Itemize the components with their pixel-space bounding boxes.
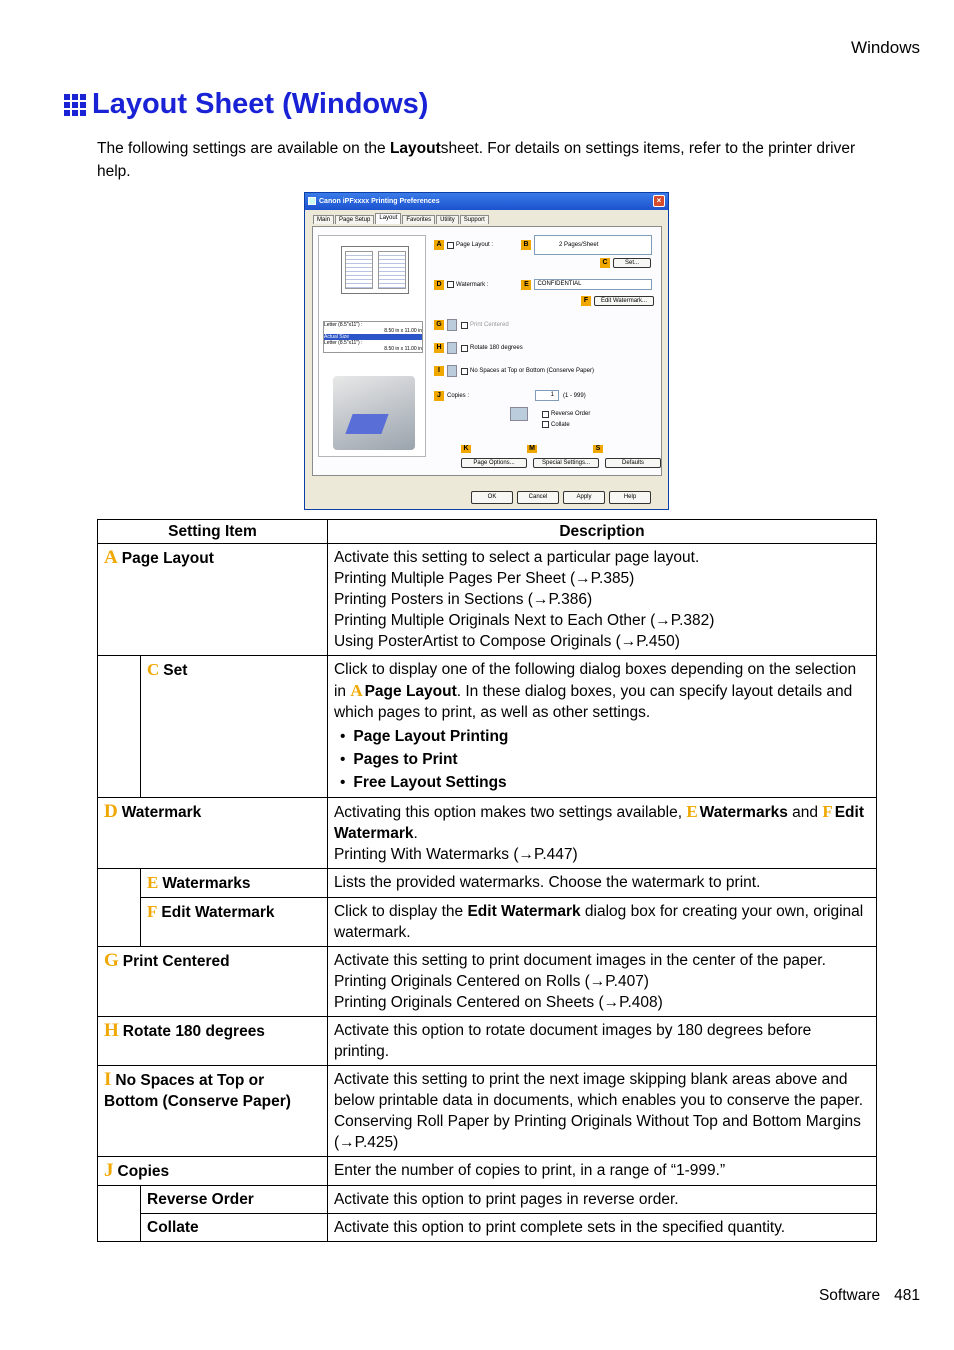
watermark-label: Watermark :: [456, 281, 489, 288]
description-bold: Edit Watermark: [333, 804, 864, 842]
link-line[interactable]: Using PosterArtist to Compose Originals (→P.450): [333, 633, 680, 650]
description-bold: Page Layout: [364, 683, 457, 700]
preview-info: [323, 321, 423, 353]
preview-sheet: [341, 246, 409, 294]
callout-letter: E: [521, 280, 531, 290]
callout-letter: S: [593, 445, 603, 453]
setting-description: [327, 1066, 876, 1157]
item-letter: H: [104, 1020, 119, 1041]
page-layout-select[interactable]: 2 Pages/Sheet: [534, 235, 652, 255]
close-icon[interactable]: ×: [653, 195, 665, 207]
description-paragraph: [334, 801, 870, 844]
table-row: [98, 1157, 877, 1186]
callout-letter: A: [434, 240, 444, 250]
item-name: Rotate 180 degrees: [122, 1023, 265, 1040]
callout-letter: I: [434, 366, 444, 376]
table-header-row: [98, 520, 877, 544]
layout-preview: [318, 235, 426, 457]
dialog-title: Canon iPFxxxx Printing Preferences: [319, 198, 440, 205]
page-title-text: Layout Sheet (Windows): [92, 88, 429, 120]
item-letter: J: [104, 1160, 114, 1181]
table-row: [98, 869, 877, 898]
inline-letter: E: [686, 802, 698, 821]
callout-letter: D: [434, 280, 444, 290]
tab-page-setup[interactable]: Page Setup: [335, 215, 374, 224]
header-description: Description: [327, 520, 876, 544]
list-item: • Page Layout Printing: [334, 725, 870, 748]
layout-panel: [312, 226, 662, 476]
intro-text-2: sheet. For details on settings items, refer to the printer driver help.: [97, 140, 856, 180]
setting-description: Activate this option to print pages in reverse order.: [327, 1186, 876, 1214]
setting-item: [98, 1017, 328, 1066]
setting-item: [141, 898, 328, 947]
setting-description: Lists the provided watermarks. Choose the watermark to print.: [327, 869, 876, 898]
description-text: Click to display the: [333, 903, 468, 920]
description-text: Activating this option makes two settings available,: [333, 804, 687, 821]
copies-label: Copies :: [447, 392, 470, 399]
description-line: Activate this setting to select a particular page layout.: [333, 549, 700, 566]
footer-section: Software: [818, 1287, 881, 1304]
table-row: [98, 898, 877, 947]
print-centered-checkbox[interactable]: [461, 322, 468, 329]
item-name: Set: [163, 662, 188, 679]
setting-description: Enter the number of copies to print, in a range of “1-999.”: [327, 1157, 876, 1186]
no-spaces-label: No Spaces at Top or Bottom (Conserve Paper): [470, 368, 594, 374]
indent-cell: [98, 869, 141, 947]
preview-info-line: 8.50 in x 11.00 in: [384, 346, 422, 352]
set-button[interactable]: Set...: [613, 258, 651, 268]
page-layout-checkbox[interactable]: [447, 242, 454, 249]
indent-cell: [98, 1186, 141, 1242]
callout-letter: C: [600, 258, 610, 268]
tab-favorites[interactable]: Favorites: [402, 215, 435, 224]
setting-item: [98, 1066, 328, 1157]
setting-item: [141, 869, 328, 898]
link-line[interactable]: Printing Posters in Sections (→P.386): [333, 591, 593, 608]
collate-label: Collate: [551, 421, 570, 428]
callout-letter: B: [521, 240, 531, 250]
watermark-select[interactable]: CONFIDENTIAL: [534, 279, 652, 290]
edit-watermark-row: [581, 296, 654, 306]
preview-info-line: Letter (8.5"x11") :: [324, 340, 363, 346]
dialog-buttons: [471, 491, 651, 504]
tab-utility[interactable]: Utility: [436, 215, 459, 224]
intro-bold: Layout: [389, 140, 441, 157]
intro-paragraph: [97, 137, 867, 183]
link-line[interactable]: Printing With Watermarks (→P.447): [333, 846, 578, 863]
inline-letter: F: [822, 802, 833, 821]
description-text: .: [413, 825, 418, 842]
copies-range: (1 - 999): [563, 392, 586, 399]
table-row: [98, 947, 877, 1017]
callout-letter: H: [434, 343, 444, 353]
rotate-icon: [447, 342, 457, 354]
setting-description: [327, 898, 876, 947]
edit-watermark-button[interactable]: Edit Watermark...: [594, 296, 654, 306]
dialog-tabs: [313, 215, 490, 224]
setting-item: [98, 544, 328, 656]
tab-main[interactable]: Main: [313, 215, 334, 224]
inline-letter: A: [350, 681, 363, 700]
description-bold: Watermarks: [699, 804, 788, 821]
tab-layout[interactable]: Layout: [375, 213, 401, 224]
description-text: Click to display one of the following dialog boxes depending on the selection in: [333, 661, 857, 700]
setting-description: [327, 947, 876, 1017]
description-line: Activate this setting to print the next image skipping blank areas above and below printable data in documents, which enables you to conserve the paper.: [333, 1071, 863, 1109]
callout-letter: G: [434, 320, 444, 330]
table-row: [98, 1186, 877, 1214]
printer-image: [333, 376, 415, 450]
printing-preferences-dialog: [304, 192, 669, 510]
description-text: dialog box for creating your own, original watermark.: [333, 903, 864, 941]
link-line[interactable]: Printing Multiple Pages Per Sheet (→P.385): [333, 570, 635, 587]
setting-item: Reverse Order: [141, 1186, 328, 1214]
item-name: Print Centered: [122, 953, 230, 970]
description-paragraph: [334, 659, 870, 723]
special-settings-button[interactable]: Special Settings...: [533, 458, 599, 468]
watermark-row: [434, 279, 652, 290]
copies-stepper[interactable]: 1: [535, 390, 559, 401]
table-row: [98, 1066, 877, 1157]
table-row: [98, 1214, 877, 1242]
indent-cell: [98, 656, 141, 798]
callout-letter: M: [527, 445, 537, 453]
reverse-order-row: [510, 407, 590, 421]
setting-description: Activate this option to print complete sets in the specified quantity.: [327, 1214, 876, 1242]
intro-text-1: The following settings are available on the: [97, 140, 390, 157]
dialog-list: [334, 725, 870, 794]
defaults-button[interactable]: Defaults: [605, 458, 661, 468]
settings-table: [97, 519, 877, 1242]
table-row: [98, 656, 877, 798]
link-line[interactable]: Printing Originals Centered on Sheets (→P.408): [333, 994, 663, 1011]
setting-description: Activate this option to rotate document images by 180 degrees before printing.: [327, 1017, 876, 1066]
list-item: • Pages to Print: [334, 748, 870, 771]
ok-button[interactable]: OK: [471, 491, 513, 504]
copies-row: [434, 390, 586, 401]
item-letter: A: [104, 547, 118, 568]
item-letter: I: [104, 1069, 112, 1090]
section-grid-icon: [64, 94, 86, 116]
description-bold: Edit Watermark: [467, 903, 581, 920]
setting-item: [98, 1157, 328, 1186]
collate-row: [542, 421, 570, 428]
help-button[interactable]: Help: [609, 491, 651, 504]
link-line[interactable]: Printing Originals Centered on Rolls (→P.407): [333, 973, 649, 990]
item-letter: C: [147, 660, 160, 679]
bottom-letters-row: [461, 445, 606, 453]
item-name: Watermarks: [162, 875, 251, 892]
table-row: [98, 1017, 877, 1066]
apply-button[interactable]: Apply: [563, 491, 605, 504]
setting-description: [327, 544, 876, 656]
preview-info-line: Actual Size: [324, 334, 422, 340]
page-footer: [819, 1287, 920, 1305]
description-text: . In these dialog boxes, you can specify layout details and which pages to print, as well as other settings.: [333, 683, 853, 721]
page-layout-row: [434, 235, 652, 255]
table-row: [98, 798, 877, 869]
description-line: Activate this setting to print document images in the center of the paper.: [333, 952, 826, 969]
item-letter: D: [104, 801, 118, 822]
table-row: [98, 544, 877, 656]
item-name: Copies: [117, 1163, 170, 1180]
options-buttons-row: [461, 458, 661, 468]
print-centered-row: [434, 319, 509, 331]
rotate-row: [434, 342, 523, 354]
item-name: Watermark: [121, 804, 202, 821]
page-number: 481: [894, 1287, 920, 1304]
setting-item: [98, 947, 328, 1017]
preview-page-2: [378, 251, 406, 289]
reverse-order-label: Reverse Order: [551, 411, 591, 417]
item-letter: E: [147, 873, 159, 892]
page-options-button[interactable]: Page Options...: [461, 458, 527, 468]
rotate-label: Rotate 180 degrees: [470, 345, 523, 351]
no-spaces-icon: [447, 365, 457, 377]
print-centered-label: Print Centered: [470, 322, 509, 328]
preview-page-1: [345, 251, 373, 289]
setting-item: Collate: [141, 1214, 328, 1242]
setting-description: [327, 656, 876, 798]
preview-info-line: Letter (8.5"x11") :: [324, 322, 363, 328]
item-name: Edit Watermark: [161, 904, 275, 921]
page-title: [64, 88, 428, 121]
watermark-checkbox[interactable]: [447, 281, 454, 288]
header-setting-item: Setting Item: [98, 520, 328, 544]
dialog-title-bar: [305, 193, 668, 210]
collate-checkbox[interactable]: [542, 421, 549, 428]
setting-description: [327, 798, 876, 869]
description-text: and: [787, 804, 823, 821]
setting-item: [98, 798, 328, 869]
printer-app-icon: [308, 197, 316, 205]
print-centered-icon: [447, 319, 457, 331]
item-name: Page Layout: [121, 550, 214, 567]
setting-item: [141, 656, 328, 798]
link-line[interactable]: Conserving Roll Paper by Printing Originals Without Top and Bottom Margins (→P.425): [333, 1113, 861, 1151]
cancel-button[interactable]: Cancel: [517, 491, 559, 504]
no-spaces-row: [434, 365, 594, 377]
callout-letter: J: [434, 391, 444, 401]
item-letter: G: [104, 950, 119, 971]
no-spaces-checkbox[interactable]: [461, 368, 468, 375]
list-item: • Free Layout Settings: [334, 771, 870, 794]
page-layout-label: Page Layout :: [456, 242, 494, 248]
callout-letter: F: [581, 296, 591, 306]
item-name: No Spaces at Top or Bottom (Conserve Paper): [104, 1072, 291, 1110]
item-letter: F: [147, 902, 158, 921]
rotate-checkbox[interactable]: [461, 345, 468, 352]
copies-stack-icon: [510, 407, 528, 421]
set-row: [600, 258, 651, 268]
callout-letter: K: [461, 445, 471, 453]
tab-support[interactable]: Support: [460, 215, 489, 224]
link-line[interactable]: Printing Multiple Originals Next to Each Other (→P.382): [333, 612, 715, 629]
running-header: Windows: [851, 38, 920, 57]
reverse-order-checkbox[interactable]: [542, 411, 549, 418]
preview-info-line: 8.50 in x 11.00 in: [384, 328, 422, 334]
